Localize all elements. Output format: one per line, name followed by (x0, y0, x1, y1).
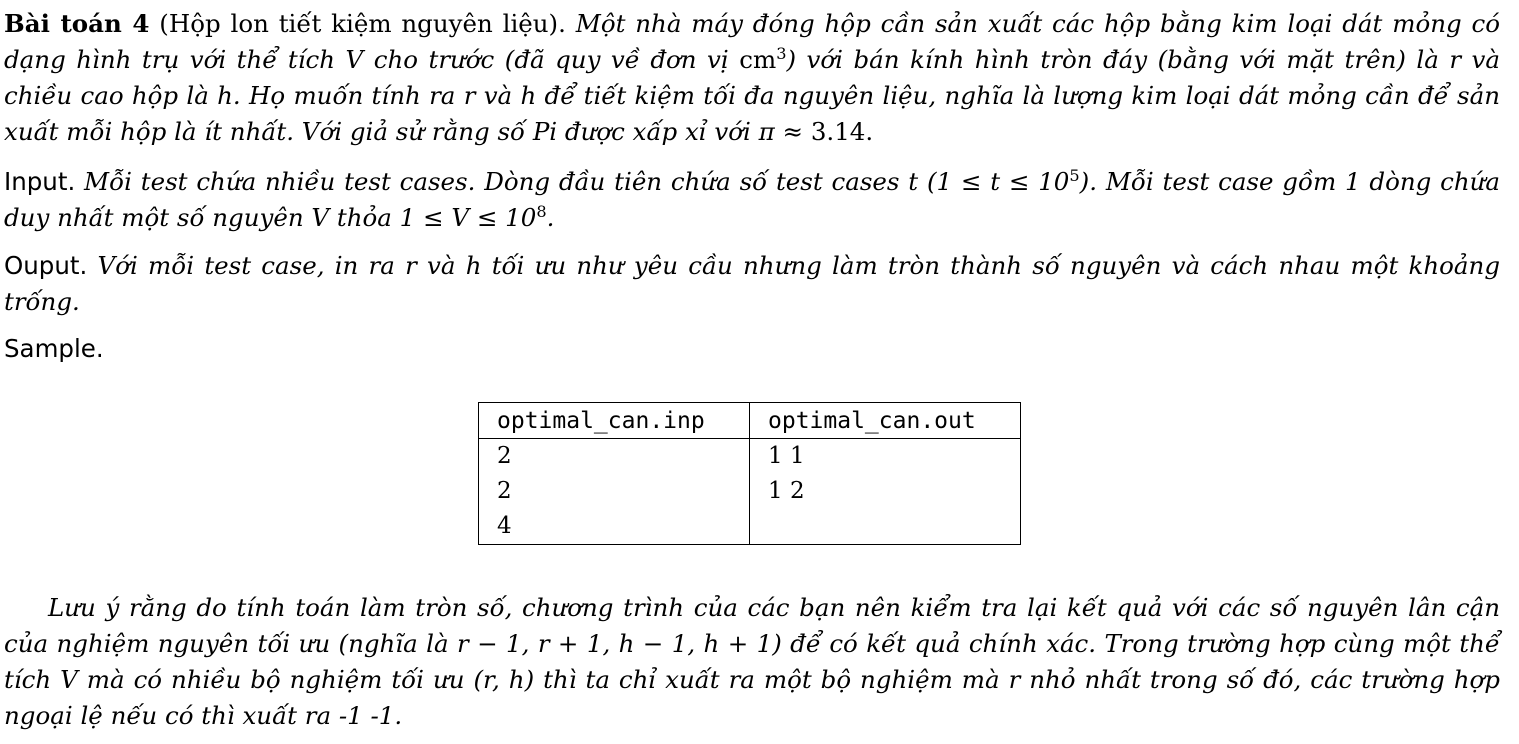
note-text-a: Lưu ý rằng do tính toán làm tròn số, chương trình của các bạn nên kiểm tra lại kết quả với các số nguyên lân cận của nghiệm nguyên tối ưu (nghĩa là (4, 593, 1500, 658)
table-row (479, 474, 1021, 509)
table-cell-input: 2 (479, 439, 750, 475)
note-math: r − 1, r + 1, h − 1, h + 1 (457, 629, 773, 658)
table-cell-input: 2 (479, 474, 750, 509)
output-label: Ouput. (4, 251, 88, 280)
sample-table (478, 402, 1021, 545)
table-header-output: optimal_can.out (750, 403, 1021, 439)
table-header-row (479, 403, 1021, 439)
t-range-exponent: 5 (1069, 166, 1080, 186)
unit-exponent: 3 (776, 44, 787, 64)
input-text-b: ). Mỗi test case gồm 1 dòng chứa duy nhất một số nguyên V thỏa (4, 167, 1500, 232)
input-text-a: Mỗi test chứa nhiều test cases. Dòng đầu tiên chứa số test cases t ( (84, 167, 937, 196)
input-text-c: . (546, 203, 555, 232)
output-section (4, 248, 1500, 320)
problem-text-b: ) với bán kính hình tròn đáy (bằng với mặt trên) là r và chiều cao hộp là h. Họ muốn tính ra r và h để tiết kiệm tối đa nguyên liệu, nghĩa là lượng kim loại dát mỏng cần để sản xuất mỗi hộp là ít nhất. Với giả sử rằng số Pi được xấp xỉ với π ≈ (4, 45, 1501, 146)
table-row (479, 439, 1021, 475)
problem-title: Bài toán 4 (4, 9, 150, 38)
input-label: Input. (4, 167, 76, 196)
t-range: 1 ≤ t ≤ 10 (936, 167, 1070, 196)
problem-text-a: Một nhà máy đóng hộp cần sản xuất các hộp bằng kim loại dát mỏng có dạng hình trụ với thể tích V cho trước (đã quy về đơn vị (4, 9, 1500, 74)
unit-text: cm (739, 45, 777, 74)
table-cell-output: 1 1 (750, 439, 1021, 475)
input-section (4, 164, 1500, 236)
note-paragraph (4, 590, 1500, 734)
problem-statement (4, 6, 1500, 150)
problem-subtitle: (Hộp lon tiết kiệm nguyên liệu). (159, 9, 566, 38)
v-range-exponent: 8 (536, 202, 547, 222)
v-range: 1 ≤ V ≤ 10 (399, 203, 537, 232)
sample-section (4, 331, 1500, 367)
table-cell-output (750, 509, 1021, 545)
pi-value: 3.14. (810, 117, 874, 146)
output-text: Với mỗi test case, in ra r và h tối ưu như yêu cầu nhưng làm tròn thành số nguyên và cách nhau một khoảng trống. (4, 251, 1501, 316)
table-cell-output: 1 2 (750, 474, 1021, 509)
table-cell-input: 4 (479, 509, 750, 545)
note-text-b: ) để có kết quả chính xác. Trong trường hợp cùng một thể tích V mà có nhiều bộ nghiệm tối ưu (r, h) thì ta chỉ xuất ra một bộ nghiệm mà r nhỏ nhất trong số đó, các trường hợp ngoại lệ nếu có thì xuất ra -1 -1. (4, 629, 1500, 730)
table-header-input: optimal_can.inp (479, 403, 750, 439)
sample-label: Sample. (4, 334, 104, 363)
table-row (479, 509, 1021, 545)
